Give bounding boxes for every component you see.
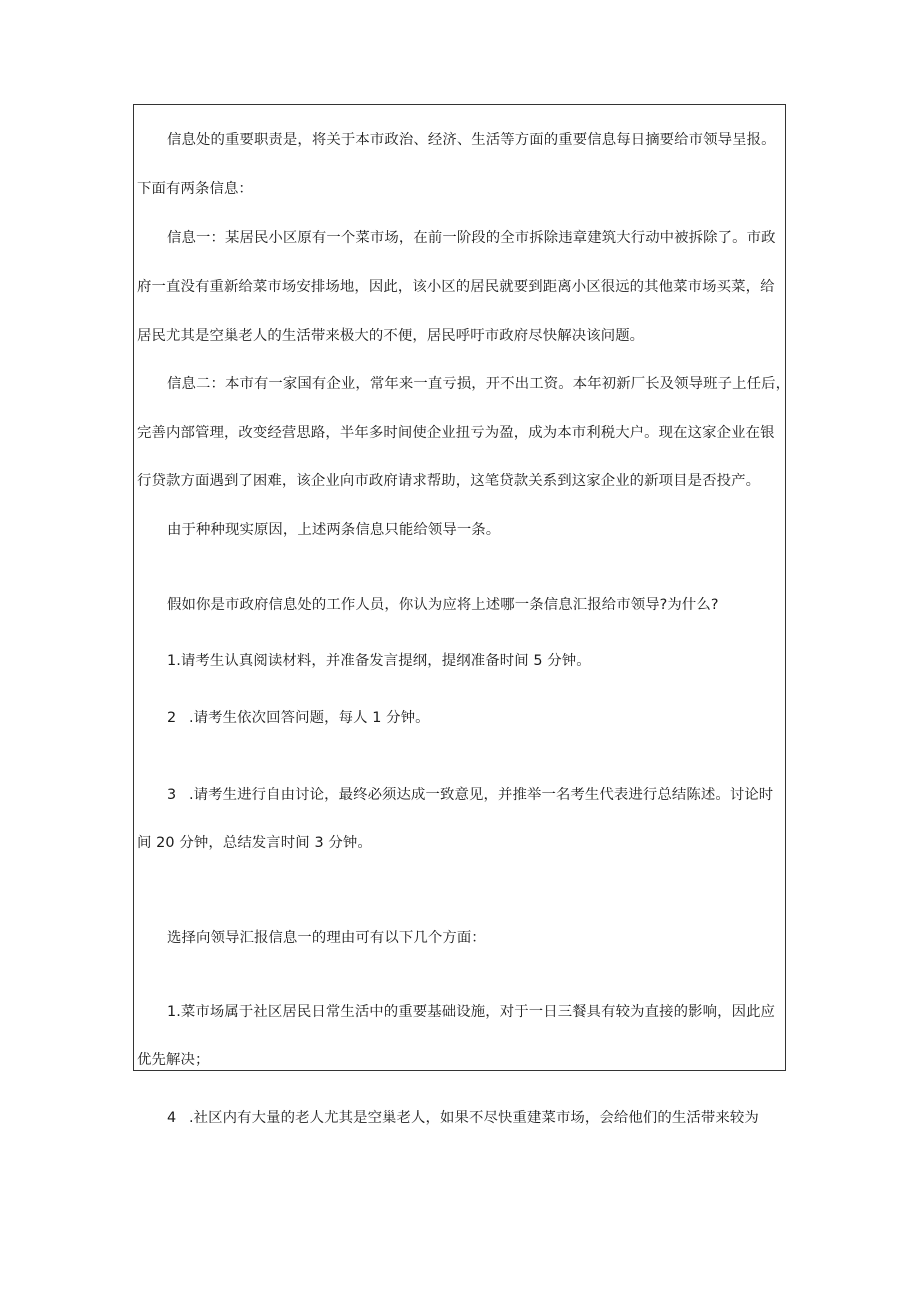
- info1-line-2: 府一直没有重新给菜市场安排场地，因此，该小区的居民就要到距离小区很远的其他菜市场买菜，给: [137, 279, 775, 295]
- instruction-item-3-line-1: [167, 785, 773, 805]
- instruction-item-2: [167, 708, 430, 728]
- constraint-text: 由于种种现实原因，上述两条信息只能给领导一条。: [167, 522, 501, 538]
- intro-line-2: 下面有两条信息：: [137, 181, 253, 197]
- reason-item-1-line-2: 优先解决；: [137, 1052, 210, 1068]
- instruction-item-3-number: 3: [167, 787, 177, 803]
- info2-line-3: 行贷款方面遇到了困难，该企业向市政府请求帮助，这笔贷款关系到这家企业的新项目是否投产。: [137, 473, 761, 489]
- reason-item-4: [167, 1108, 759, 1128]
- question-text: 假如你是市政府信息处的工作人员，你认为应将上述哪一条信息汇报给市领导?为什么?: [167, 597, 719, 613]
- reason-item-1-line-1: 1.菜市场属于社区居民日常生活中的重要基础设施，对于一日三餐具有较为直接的影响，因此应: [167, 1004, 776, 1020]
- info1-line-3: 居民尤其是空巢老人的生活带来极大的不便，居民呼吁市政府尽快解决该问题。: [137, 328, 645, 344]
- info2-line-2: 完善内部管理，改变经营思路，半年多时间使企业扭亏为盈，成为本市利税大户。现在这家企业在银: [137, 425, 775, 441]
- info2-line-1: 信息二：本市有一家国有企业，常年来一直亏损，开不出工资。本年初新厂长及领导班子上任后，: [167, 376, 791, 392]
- reason-item-4-text: .社区内有大量的老人尤其是空巢老人，如果不尽快重建菜市场，会给他们的生活带来较为: [189, 1110, 759, 1126]
- instruction-item-2-text: .请考生依次回答问题，每人 1 分钟。: [189, 710, 430, 726]
- reasons-heading: 选择向领导汇报信息一的理由可有以下几个方面：: [167, 930, 486, 946]
- instruction-item-3-text: .请考生进行自由讨论，最终必须达成一致意见，并推举一名考生代表进行总结陈述。讨论时: [189, 787, 774, 803]
- content-border-box: [133, 104, 786, 1071]
- instruction-item-1: 1.请考生认真阅读材料，并准备发言提纲，提纲准备时间 5 分钟。: [167, 653, 591, 669]
- instruction-item-3-line-2: 间 20 分钟，总结发言时间 3 分钟。: [137, 835, 372, 851]
- instruction-item-2-number: 2: [167, 710, 177, 726]
- intro-line-1: 信息处的重要职责是，将关于本市政治、经济、生活等方面的重要信息每日摘要给市领导呈报。: [167, 132, 776, 148]
- info1-line-1: 信息一：某居民小区原有一个菜市场，在前一阶段的全市拆除违章建筑大行动中被拆除了。市政: [167, 230, 776, 246]
- reason-item-4-number: 4: [167, 1110, 177, 1126]
